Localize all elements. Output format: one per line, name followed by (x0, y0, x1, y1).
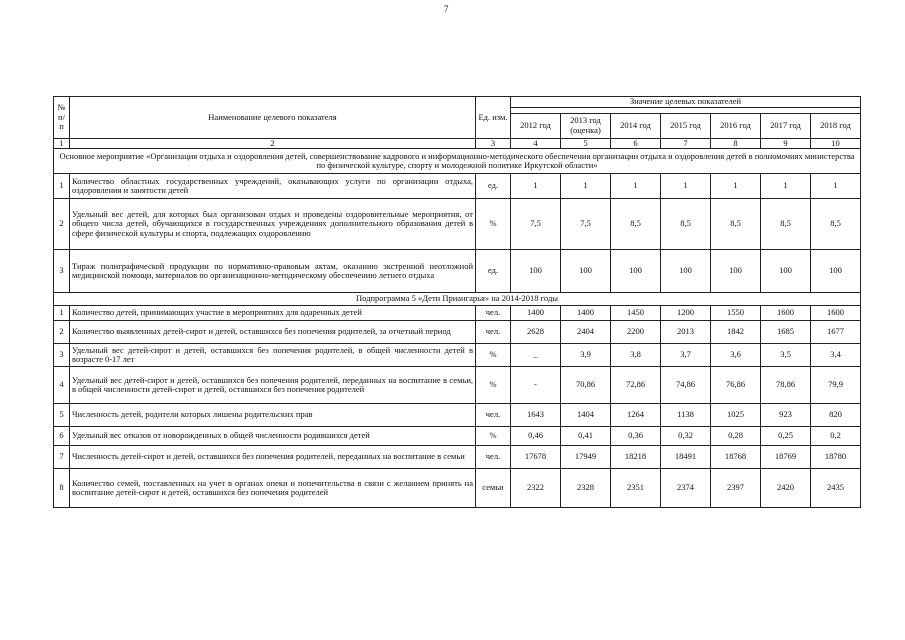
value-cell: 1 (561, 174, 611, 199)
subprogram-title: Подпрограмма 5 «Дети Приангарья» на 2014-2018 годы (54, 293, 861, 306)
table-row (54, 469, 861, 508)
value-cell: 923 (761, 404, 811, 427)
table-row (54, 446, 861, 469)
indicator-table (53, 96, 861, 508)
value-cell: 3,7 (661, 344, 711, 367)
value-cell: 1842 (711, 321, 761, 344)
value-cell: 100 (711, 250, 761, 293)
unit-cell: ед. (476, 250, 511, 293)
value-cell: 8,5 (711, 199, 761, 250)
value-cell: 1138 (661, 404, 711, 427)
value-cell: 3,6 (711, 344, 761, 367)
year-header: 2015 год (661, 113, 711, 138)
column-number-row (54, 138, 861, 149)
value-cell: 74,86 (661, 367, 711, 404)
value-cell: 100 (811, 250, 861, 293)
column-number: 7 (661, 138, 711, 149)
value-cell: 2435 (811, 469, 861, 508)
unit-cell: % (476, 427, 511, 446)
value-cell: 70,86 (561, 367, 611, 404)
value-cell: 1450 (611, 306, 661, 321)
row-number: 3 (54, 344, 70, 367)
values-header: Значение целевых показателей (511, 97, 861, 108)
indicator-name: Количество детей, принимающих участие в мероприятиях для одаренных детей (70, 306, 476, 321)
value-cell: 2404 (561, 321, 611, 344)
value-cell: 100 (611, 250, 661, 293)
row-number: 1 (54, 306, 70, 321)
row-number: 6 (54, 427, 70, 446)
value-cell: 8,5 (661, 199, 711, 250)
value-cell: 100 (761, 250, 811, 293)
table-row (54, 367, 861, 404)
indicator-name: Удельный вес детей-сирот и детей, оставшихся без попечения родителей, переданных на воспитание в семьи, в общей численности детей-сирот и детей, оставшихся без попечения родителей (70, 367, 476, 404)
unit-cell: % (476, 367, 511, 404)
value-cell: 1 (661, 174, 711, 199)
value-cell: 1404 (561, 404, 611, 427)
indicator-name: Численность детей-сирот и детей, оставшихся без попечения родителей, переданных на воспитание в семьи (70, 446, 476, 469)
value-cell: _ (511, 344, 561, 367)
value-cell: 2200 (611, 321, 661, 344)
value-cell: 0,36 (611, 427, 661, 446)
row-number: 8 (54, 469, 70, 508)
unit-cell: чел. (476, 306, 511, 321)
value-cell: 8,5 (811, 199, 861, 250)
header-row-top (54, 97, 861, 108)
row-number: 2 (54, 199, 70, 250)
value-cell: 18768 (711, 446, 761, 469)
value-cell: 3,8 (611, 344, 661, 367)
table-row (54, 321, 861, 344)
value-cell: 0,2 (811, 427, 861, 446)
value-cell: 0,41 (561, 427, 611, 446)
value-cell: 18218 (611, 446, 661, 469)
value-cell: 3,9 (561, 344, 611, 367)
value-cell: 2374 (661, 469, 711, 508)
value-cell: 2420 (761, 469, 811, 508)
value-cell: 2322 (511, 469, 561, 508)
value-cell: 820 (811, 404, 861, 427)
value-cell: 100 (511, 250, 561, 293)
value-cell: 0,28 (711, 427, 761, 446)
value-cell: 1550 (711, 306, 761, 321)
table-row (54, 427, 861, 446)
table-row (54, 250, 861, 293)
value-cell: 18780 (811, 446, 861, 469)
year-header: 2012 год (511, 113, 561, 138)
value-cell: 1 (761, 174, 811, 199)
row-number: 1 (54, 174, 70, 199)
value-cell: 1200 (661, 306, 711, 321)
value-cell: 0,32 (661, 427, 711, 446)
value-cell: 1400 (511, 306, 561, 321)
value-cell: 1025 (711, 404, 761, 427)
section-title: Основное мероприятие «Организация отдыха и оздоровления детей, совершенствование кадрового и информационно-методического обеспечения организации отдыха и оздоровления детей в полномочиях министерства по физической культуре, спорту и молодежной политике Иркутской области» (54, 149, 861, 174)
value-cell: 1 (811, 174, 861, 199)
value-cell: 8,5 (761, 199, 811, 250)
value-cell: 1685 (761, 321, 811, 344)
column-number: 1 (54, 138, 70, 149)
value-cell: 2397 (711, 469, 761, 508)
year-header: 2018 год (811, 113, 861, 138)
value-cell: 3,5 (761, 344, 811, 367)
table-row (54, 174, 861, 199)
section-title-row (54, 149, 861, 174)
indicator-name: Удельный вес детей, для которых был организован отдых и проведены оздоровительные мероприятия, от общего числа детей, обучающихся в государственных учреждениях дополнительного образования детей в сфере физической культуры и спорта, подлежащих оздоровлению (70, 199, 476, 250)
column-number: 8 (711, 138, 761, 149)
value-cell: 1400 (561, 306, 611, 321)
value-cell: 1 (711, 174, 761, 199)
value-cell: 7,5 (561, 199, 611, 250)
value-cell: - (511, 367, 561, 404)
indicator-name: Удельный вес детей-сирот и детей, оставшихся без попечения родителей, в общей численности детей в возрасте 0-17 лет (70, 344, 476, 367)
table-row (54, 306, 861, 321)
indicator-name: Удельный вес отказов от новорожденных в общей численности родившихся детей (70, 427, 476, 446)
indicator-name: Численность детей, родители которых лишены родительских прав (70, 404, 476, 427)
value-cell: 1 (511, 174, 561, 199)
value-cell: 72,86 (611, 367, 661, 404)
unit-cell: % (476, 344, 511, 367)
row-number: 5 (54, 404, 70, 427)
unit-cell: чел. (476, 446, 511, 469)
column-number: 10 (811, 138, 861, 149)
value-cell: 8,5 (611, 199, 661, 250)
value-cell: 18491 (661, 446, 711, 469)
indicator-name: Количество выявленных детей-сирот и детей, оставшихся без попечения родителей, за отчетный период (70, 321, 476, 344)
year-header: 2013 год (оценка) (561, 113, 611, 138)
value-cell: 3,4 (811, 344, 861, 367)
column-number: 3 (476, 138, 511, 149)
value-cell: 76,86 (711, 367, 761, 404)
value-cell: 2628 (511, 321, 561, 344)
column-number: 6 (611, 138, 661, 149)
value-cell: 2328 (561, 469, 611, 508)
value-cell: 1 (611, 174, 661, 199)
column-number: 5 (561, 138, 611, 149)
indicator-name: Тираж полиграфической продукции по нормативно-правовым актам, оказанию экстренной неотложной медицинской помощи, материалов по организационно-методическому обеспечению летнего отдыха (70, 250, 476, 293)
unit-cell: чел. (476, 321, 511, 344)
unit-cell: чел. (476, 404, 511, 427)
value-cell: 1677 (811, 321, 861, 344)
page-number: 7 (444, 4, 449, 14)
value-cell: 1264 (611, 404, 661, 427)
year-header: 2014 год (611, 113, 661, 138)
value-cell: 100 (561, 250, 611, 293)
year-header: 2017 год (761, 113, 811, 138)
column-number: 2 (70, 138, 476, 149)
unit-cell: ед. (476, 174, 511, 199)
indicator-name: Количество областных государственных учреждений, оказывающих услуги по организации отдыха, оздоровления и занятости детей (70, 174, 476, 199)
value-cell: 1643 (511, 404, 561, 427)
row-number: 2 (54, 321, 70, 344)
num-header: № п/п (54, 97, 70, 139)
value-cell: 2013 (661, 321, 711, 344)
table-row (54, 344, 861, 367)
row-number: 7 (54, 446, 70, 469)
unit-cell: % (476, 199, 511, 250)
column-number: 4 (511, 138, 561, 149)
value-cell: 1600 (761, 306, 811, 321)
table-row (54, 199, 861, 250)
unit-cell: семьи (476, 469, 511, 508)
indicator-name: Количество семей, поставленных на учет в органах опеки и попечительства в связи с желанием принять на воспитание детей-сирот и детей, оставшихся без попечения родителей (70, 469, 476, 508)
value-cell: 18769 (761, 446, 811, 469)
row-number: 4 (54, 367, 70, 404)
value-cell: 78,86 (761, 367, 811, 404)
year-header: 2016 год (711, 113, 761, 138)
value-cell: 79,9 (811, 367, 861, 404)
subprogram-title-row (54, 293, 861, 306)
value-cell: 0,25 (761, 427, 811, 446)
row-number: 3 (54, 250, 70, 293)
column-number: 9 (761, 138, 811, 149)
value-cell: 100 (661, 250, 711, 293)
value-cell: 17949 (561, 446, 611, 469)
value-cell: 0,46 (511, 427, 561, 446)
value-cell: 2351 (611, 469, 661, 508)
value-cell: 1600 (811, 306, 861, 321)
unit-header: Ед. изм. (476, 97, 511, 139)
name-header: Наименование целевого показателя (70, 97, 476, 139)
value-cell: 17678 (511, 446, 561, 469)
table-row (54, 404, 861, 427)
value-cell: 7,5 (511, 199, 561, 250)
